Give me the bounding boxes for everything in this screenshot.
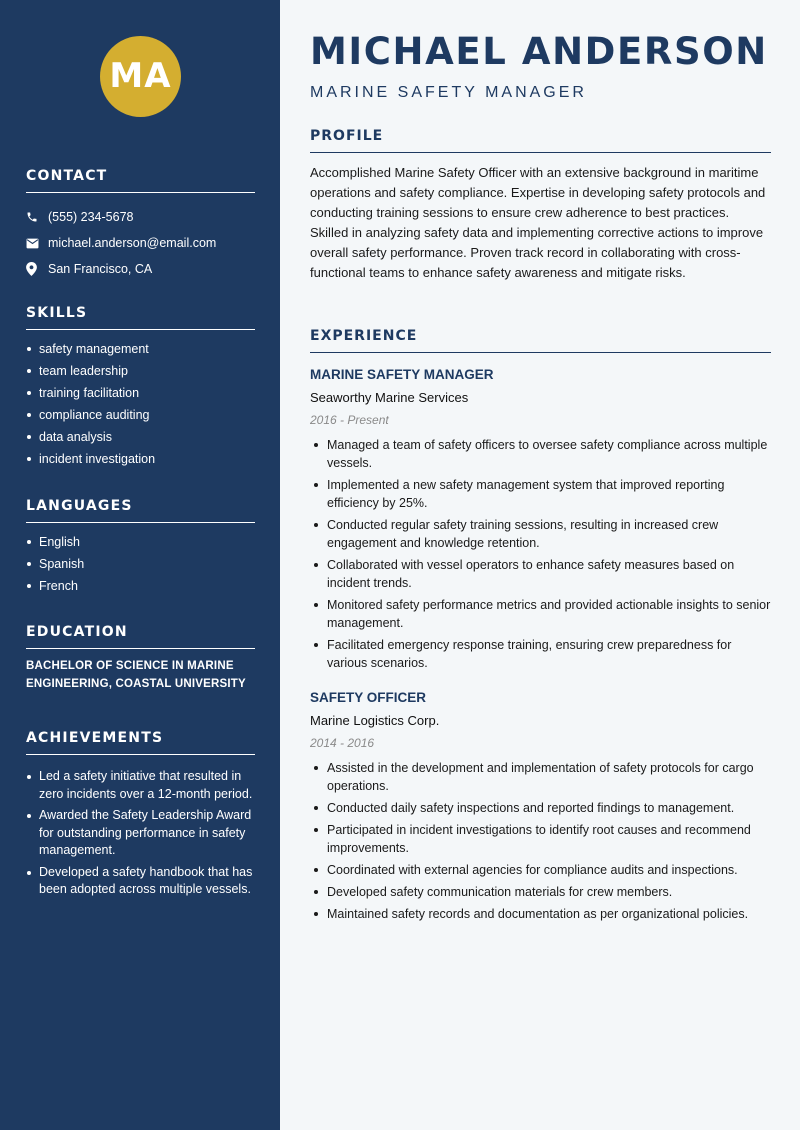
list-item: Developed a safety handbook that has been adopted across multiple vessels.	[26, 864, 255, 899]
job-dates: 2016 - Present	[310, 413, 389, 427]
list-item: training facilitation	[26, 382, 255, 404]
job-bullets	[310, 436, 771, 672]
job-company: Marine Logistics Corp.	[310, 713, 440, 728]
experience-heading: EXPERIENCE	[310, 328, 771, 353]
list-item: Managed a team of safety officers to oversee safety compliance across multiple vessels.	[310, 436, 771, 472]
list-item: Facilitated emergency response training, ensuring crew preparedness for various scenarios.	[310, 636, 771, 672]
sidebar	[0, 0, 280, 1130]
profile-text: Accomplished Marine Safety Officer with an extensive background in maritime operations and safety compliance. Expertise in developing safety protocols and conducting training sessions to ensure crew adherence to best practices. Skilled in analyzing safety data and implementing corrective actions to improve overall safety performance. Proven track record in collaborating with cross-functional teams to enhance safety awareness and mitigate risks.	[310, 165, 766, 281]
skills-section	[26, 305, 255, 470]
achievements-heading: ACHIEVEMENTS	[26, 730, 255, 755]
candidate-title: MARINE SAFETY MANAGER	[310, 84, 587, 101]
job-dates: 2014 - 2016	[310, 736, 375, 750]
avatar: MA	[100, 36, 181, 117]
education-section	[26, 624, 255, 693]
education-heading: EDUCATION	[26, 624, 255, 649]
profile-heading: PROFILE	[310, 128, 771, 153]
list-item: French	[26, 575, 255, 597]
list-item: Conducted regular safety training sessions, resulting in increased crew engagement and knowledge retention.	[310, 516, 771, 552]
map-pin-icon	[26, 262, 48, 276]
envelope-icon	[26, 238, 48, 249]
education-degree: BACHELOR OF SCIENCE IN MARINE ENGINEERING, COASTAL UNIVERSITY	[26, 660, 246, 690]
list-item: Led a safety initiative that resulted in zero incidents over a 12-month period.	[26, 768, 255, 803]
job-role: SAFETY OFFICER	[310, 690, 427, 705]
list-item: data analysis	[26, 426, 255, 448]
languages-heading: LANGUAGES	[26, 498, 255, 523]
languages-section	[26, 498, 255, 597]
list-item: compliance auditing	[26, 404, 255, 426]
contact-location-text: San Francisco, CA	[48, 262, 153, 276]
list-item: English	[26, 531, 255, 553]
list-item: Participated in incident investigations to identify root causes and recommend improvements.	[310, 821, 771, 857]
list-item: Developed safety communication materials for crew members.	[310, 883, 771, 901]
contact-email[interactable]	[26, 230, 255, 256]
candidate-name: MICHAEL ANDERSON	[310, 30, 768, 73]
achievements-list	[26, 768, 255, 899]
list-item: Assisted in the development and implementation of safety protocols for cargo operations.	[310, 759, 771, 795]
skills-list	[26, 338, 255, 470]
list-item: Conducted daily safety inspections and reported findings to management.	[310, 799, 771, 817]
phone-icon	[26, 211, 48, 223]
profile-section	[310, 128, 771, 284]
skills-heading: SKILLS	[26, 305, 255, 330]
list-item: Collaborated with vessel operators to enhance safety measures based on incident trends.	[310, 556, 771, 592]
contact-email-text: michael.anderson@email.com	[48, 236, 217, 250]
job-role: MARINE SAFETY MANAGER	[310, 367, 494, 382]
contact-heading: CONTACT	[26, 168, 255, 193]
job-company: Seaworthy Marine Services	[310, 390, 469, 405]
list-item: safety management	[26, 338, 255, 360]
contact-location	[26, 256, 255, 282]
job-entry	[310, 366, 771, 676]
achievements-section	[26, 730, 255, 903]
contact-phone-text: (555) 234-5678	[48, 210, 134, 224]
languages-list	[26, 531, 255, 597]
list-item: team leadership	[26, 360, 255, 382]
list-item: Awarded the Safety Leadership Award for outstanding performance in safety management.	[26, 807, 255, 860]
list-item: Coordinated with external agencies for compliance audits and inspections.	[310, 861, 771, 879]
list-item: Monitored safety performance metrics and provided actionable insights to senior management.	[310, 596, 771, 632]
experience-section	[310, 328, 771, 353]
list-item: incident investigation	[26, 448, 255, 470]
list-item: Maintained safety records and documentation as per organizational policies.	[310, 905, 771, 923]
job-entry	[310, 689, 771, 927]
job-bullets	[310, 759, 771, 923]
contact-section	[26, 168, 255, 282]
list-item: Spanish	[26, 553, 255, 575]
list-item: Implemented a new safety management system that improved reporting efficiency by 25%.	[310, 476, 771, 512]
contact-phone[interactable]	[26, 204, 255, 230]
